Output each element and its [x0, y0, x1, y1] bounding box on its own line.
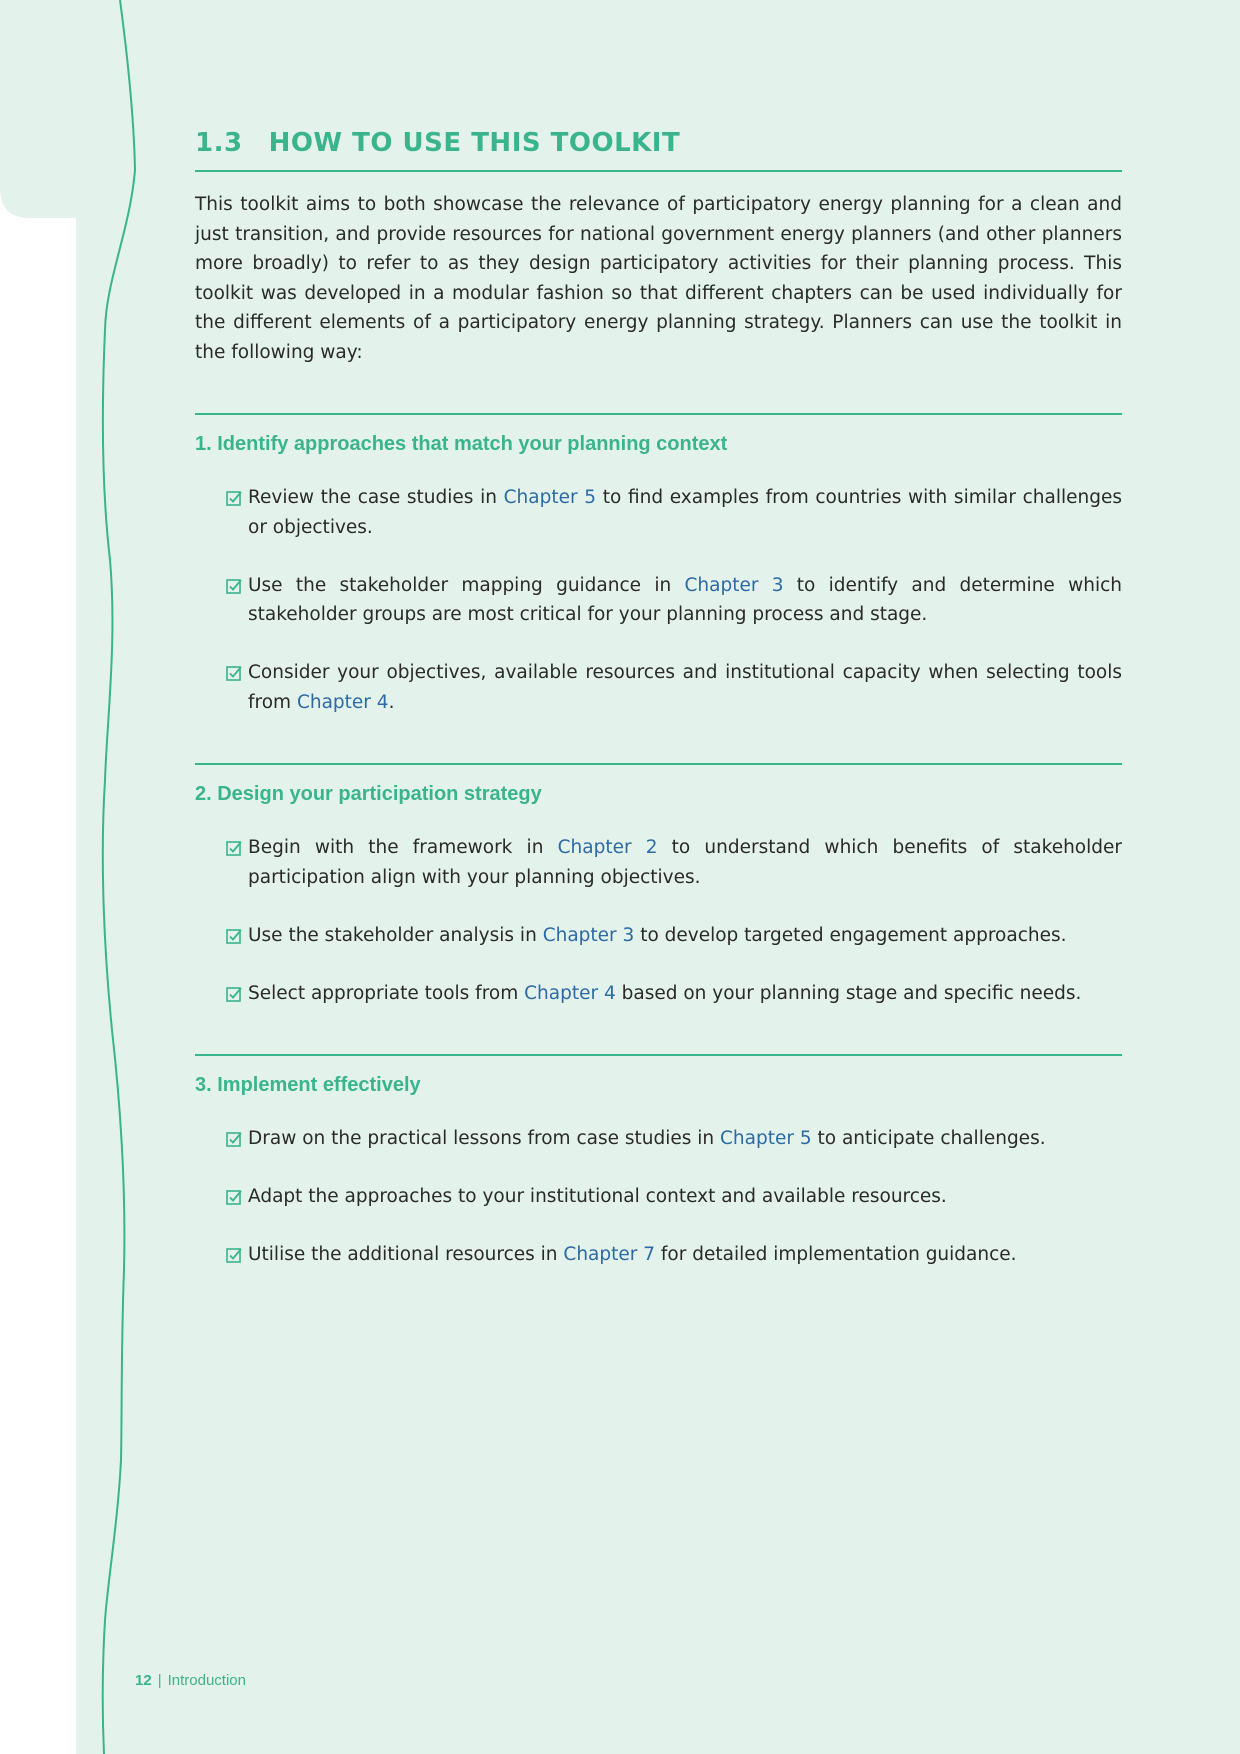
item-text: Use the stakeholder analysis in	[248, 924, 543, 946]
step-heading: 3. Implement effectively	[195, 1074, 421, 1096]
checkbox-checked-icon	[226, 1247, 242, 1263]
checklist-item	[195, 833, 1122, 892]
chapter-link[interactable]: Chapter 7	[563, 1244, 656, 1265]
item-text: Draw on the practical lessons from case studies in	[248, 1128, 720, 1149]
item-text-continued: to anticipate challenges.	[811, 1128, 1046, 1149]
steps-container	[195, 413, 1122, 1270]
chapter-link[interactable]: Chapter 4	[296, 691, 389, 713]
checkbox-checked-icon	[226, 1189, 242, 1205]
page-footer	[135, 1672, 246, 1689]
checkbox-checked-icon	[226, 986, 242, 1002]
checklist-item	[195, 571, 1122, 630]
item-text-continued: based on your planning stage and specific needs.	[615, 982, 1082, 1004]
checklist-item	[195, 658, 1122, 717]
checklist-item	[195, 979, 1122, 1009]
step-section	[195, 413, 1122, 717]
step-section	[195, 763, 1122, 1008]
chapter-link[interactable]: Chapter 5	[720, 1128, 812, 1149]
checklist-item	[195, 1124, 1122, 1154]
item-text-continued: to find examples from countries with similar challenges or objectives.	[248, 487, 1122, 538]
checklist-item	[195, 921, 1122, 951]
checklist	[195, 483, 1122, 717]
chapter-link[interactable]: Chapter 3	[684, 574, 784, 596]
item-text: Review the case studies in	[248, 487, 504, 508]
checklist	[195, 833, 1122, 1008]
main-content	[195, 128, 1122, 1270]
chapter-link[interactable]: Chapter 5	[503, 487, 597, 508]
chapter-link[interactable]: Chapter 2	[557, 837, 658, 858]
step-heading: 2. Design your participation strategy	[195, 783, 542, 805]
item-text-continued: to develop targeted engagement approaches.	[634, 924, 1067, 946]
checkbox-checked-icon	[226, 665, 242, 681]
checkbox-checked-icon	[226, 578, 242, 594]
section-number: 1.3	[195, 128, 243, 158]
item-text: Begin with the framework in	[248, 837, 558, 858]
item-text: Adapt the approaches to your institutional context and available resources.	[248, 1186, 947, 1207]
checklist-item	[195, 1240, 1122, 1270]
footer-section-name: Introduction	[167, 1672, 246, 1689]
item-text: Use the stakeholder mapping guidance in	[248, 574, 685, 596]
checklist-item	[195, 483, 1122, 542]
footer-separator: |	[157, 1672, 162, 1689]
checkbox-checked-icon	[226, 928, 242, 944]
item-text-continued: .	[388, 691, 395, 713]
item-text-continued: for detailed implementation guidance.	[655, 1244, 1017, 1265]
checkbox-checked-icon	[226, 1131, 242, 1147]
item-text: Select appropriate tools from	[248, 982, 525, 1004]
item-text-continued: to understand which benefits of stakeholder participation align with your planning objectives.	[248, 837, 1122, 888]
chapter-link[interactable]: Chapter 3	[542, 924, 635, 946]
section-heading	[195, 128, 1122, 172]
item-text-continued: to identify and determine which stakeholder groups are most critical for your planning process and stage.	[248, 574, 1122, 625]
chapter-link[interactable]: Chapter 4	[524, 982, 616, 1004]
step-section	[195, 1054, 1122, 1270]
page-number: 12	[135, 1672, 152, 1689]
section-title: HOW TO USE THIS TOOLKIT	[268, 128, 681, 158]
checklist-item	[195, 1182, 1122, 1212]
step-heading: 1. Identify approaches that match your planning context	[195, 433, 728, 455]
checklist	[195, 1124, 1122, 1270]
checkbox-checked-icon	[226, 840, 242, 856]
item-text: Utilise the additional resources in	[248, 1244, 564, 1265]
intro-paragraph: This toolkit aims to both showcase the relevance of participatory energy planning for a clean and just transition, and provide resources for national government energy planners (and other planners more broadly) to refer to as they design participatory activities for their planning process. This toolkit was developed in a modular fashion so that different chapters can be used individually for the different elements of a participatory energy planning strategy. Planners can use the toolkit in the following way:	[195, 194, 1122, 363]
checkbox-checked-icon	[226, 490, 242, 506]
item-text: Consider your objectives, available resources and institutional capacity when selecting tools from	[248, 662, 1122, 713]
